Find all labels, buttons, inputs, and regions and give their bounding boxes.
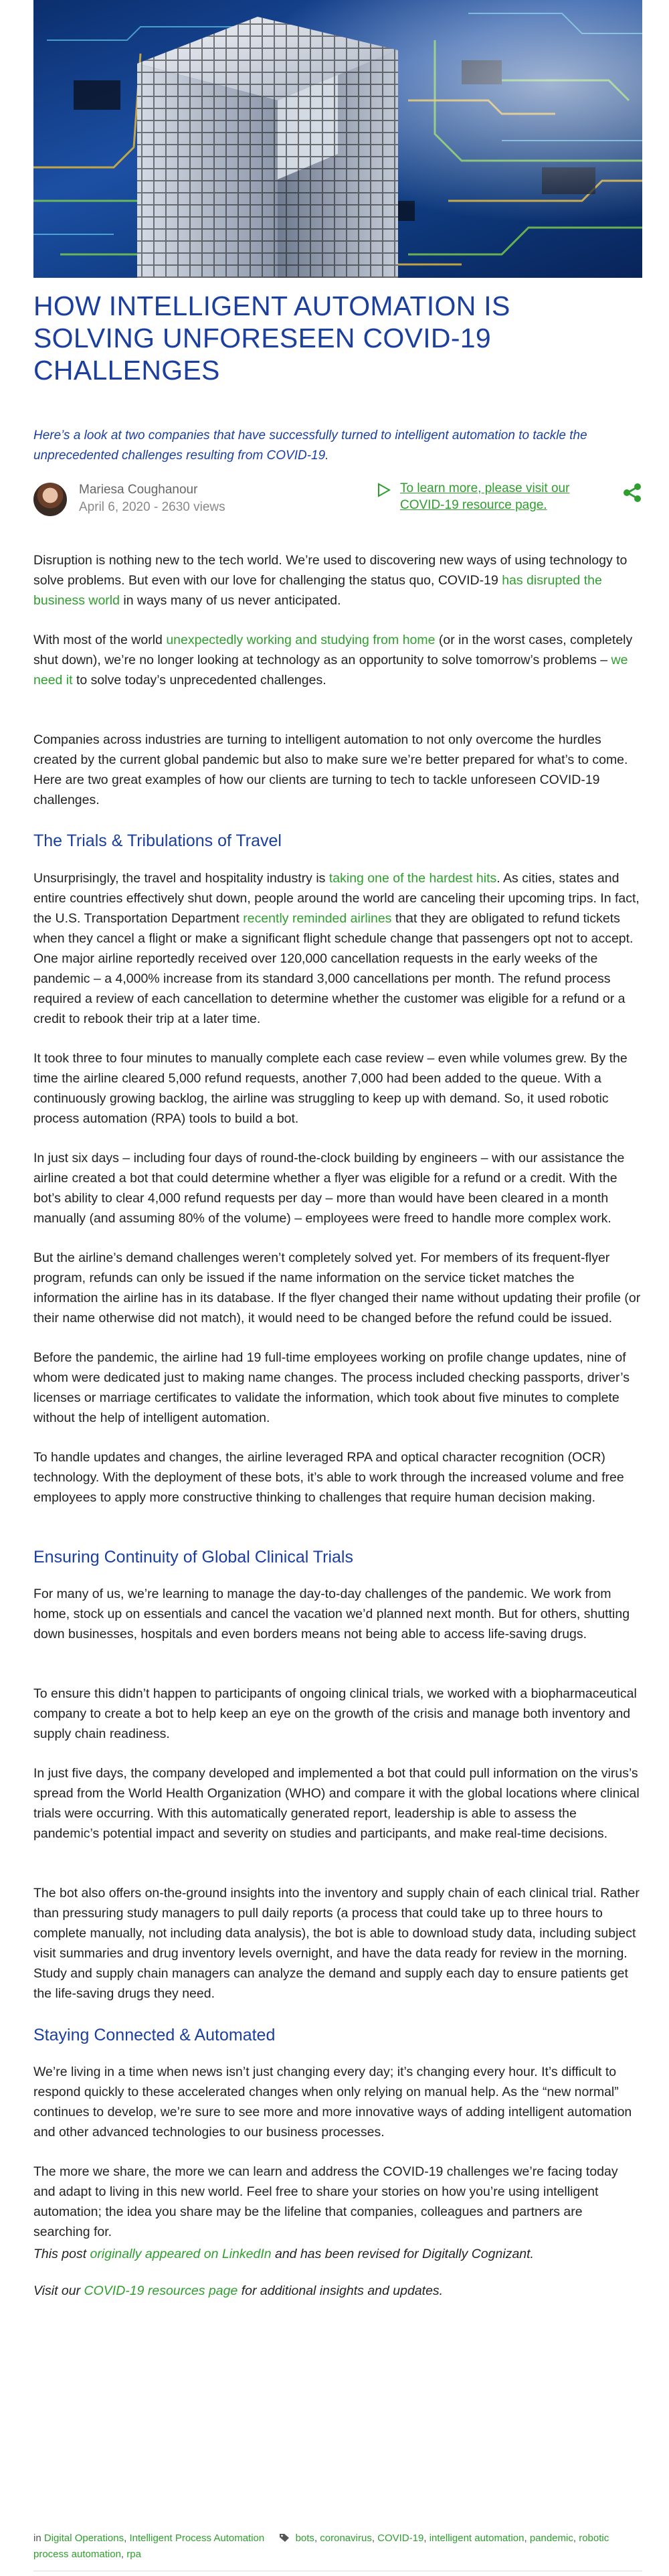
tag-link[interactable]: COVID-19 — [377, 2532, 424, 2544]
tag-link[interactable]: pandemic — [529, 2532, 573, 2544]
in-label: in — [33, 2532, 41, 2544]
intro-paragraph-1 — [33, 550, 642, 611]
travel-paragraph-1 — [33, 868, 642, 1029]
tag-link[interactable]: coronavirus — [320, 2532, 372, 2544]
inline-link[interactable]: originally appeared on LinkedIn — [90, 2247, 272, 2261]
text-run: and has been revised for Digitally Cognizant. — [271, 2247, 534, 2261]
clinical-paragraph-1: For many of us, we’re learning to manage the day-to-day challenges of the pandemic. We work from home, stock up on essentials and cancel the vacation we’d planned next month. But for others, shutting down businesses, hospitals and even borders means not being able to access life-saving drugs. — [33, 1587, 630, 1641]
inline-link[interactable]: unexpectedly working and studying from home — [166, 633, 436, 647]
learn-more-link[interactable]: To learn more, please visit our COVID-19 resource page. — [400, 481, 570, 512]
hero-image — [33, 0, 642, 278]
tag-link[interactable]: robotic process automation — [33, 2532, 609, 2560]
inline-link[interactable]: we need it — [33, 653, 628, 688]
travel-paragraph-4: But the airline’s demand challenges weren’t completely solved yet. For members of its frequent-flyer program, refunds can only be issued if the name information on the service ticket matches the information the airline has in its database. If the flyer changed their name without updating their profile (or their name otherwise did not match), it would need to be changed before the refund could be issued. — [33, 1251, 641, 1325]
clinical-paragraph-3: In just five days, the company developed and implemented a bot that could pull information on the virus’s spread from the World Health Organization (WHO) and compare it with the global locations where clinical trials were occurring. With this automatically generated report, leadership is able to assess the pandemic’s potential impact and severity on studies and participants, and make real-time decisions. — [33, 1766, 640, 1841]
text-run: (or in the worst cases, completely shut down), we’re no longer looking at technology as an opportunity to solve tomorrow’s problems – — [33, 633, 633, 667]
travel-paragraph-3: In just six days – including four days of round-the-clock building by engineers – with our assistance the airline created a bot that could determine whether a flyer was eligible for a refund or a credit. With the bot’s ability to clear 4,000 refund requests per day – more than would have been cleared in a month manually (and assuming 80% of the volume) – employees were freed to handle more complex work. — [33, 1151, 625, 1226]
connected-paragraph-1: We’re living in a time when news isn’t just changing every day; it’s changing every hour. It’s difficult to respond quickly to these accelerated changes when only relying on manual help. As the “new normal” continues to develop, we’re sure to see more and more innovative ways of adding intelligent automation and other advanced technologies to our business processes. — [33, 2065, 632, 2140]
text-run: to solve today’s unprecedented challenges. — [72, 673, 326, 688]
article-meta: April 6, 2020 - 2630 views — [79, 500, 225, 514]
section-heading-connected: Staying Connected & Automated — [33, 2026, 276, 2044]
play-triangle-icon — [377, 483, 391, 497]
resources-note — [33, 2281, 642, 2301]
travel-paragraph-2: It took three to four minutes to manually complete each case review – even while volumes grew. By the time the airline cleared 5,000 refund requests, another 7,000 had been added to the queue. With a continuously growing backlog, the airline was struggling to keep up with demand. So, it used robotic process automation (RPA) tools to build a bot. — [33, 1051, 628, 1126]
inline-link[interactable]: has disrupted the business world — [33, 573, 602, 608]
inline-link[interactable]: recently reminded airlines — [243, 911, 392, 926]
text-run: . As cities, states and entire countries effectively shut down, people around the world are canceling their upcoming trips. In fact, the U.S. Transportation Department — [33, 871, 640, 926]
tag-link[interactable]: rpa — [126, 2549, 141, 2560]
author-name[interactable]: Mariesa Coughanour — [79, 483, 198, 497]
text-run: With most of the world — [33, 633, 167, 647]
text-run: Disruption is nothing new to the tech world. We’re used to discovering new ways of using technology to solve problems. But even with our love for challenging the status quo, COVID-19 — [33, 553, 628, 588]
text-run: in ways many of us never anticipated. — [119, 593, 341, 608]
article-subtitle: Here’s a look at two companies that have successfully turned to intelligent automation to tackle the unprecedented challenges resulting from COVID-19. — [33, 428, 587, 463]
section-heading-clinical: Ensuring Continuity of Global Clinical Trials — [33, 1548, 353, 1566]
post-taxonomy: in Digital Operations, Intelligent Process Automation bots, coronavirus, COVID-19, intelligent automation, pandemic, robotic process automation, rpa — [33, 2532, 609, 2560]
inline-link[interactable]: COVID-19 resources page — [84, 2283, 238, 2298]
travel-paragraph-6: To handle updates and changes, the airline leveraged RPA and optical character recognition (OCR) technology. With the deployment of these bots, it’s able to work through the increased volume and free employees to apply more constructive thinking to challenges that require human decision making. — [33, 1450, 624, 1505]
category-link[interactable]: Digital Operations — [43, 2532, 124, 2544]
tag-link[interactable]: intelligent automation — [429, 2532, 524, 2544]
text-run: Visit our — [33, 2283, 84, 2298]
author-block — [33, 480, 642, 520]
intro-paragraph-3: Companies across industries are turning to intelligent automation to not only overcome the hurdles created by the current global pandemic but also to make sure we’re better prepared for what’s to come. Here are two great examples of how our clients are turning to tech to tackle unforeseen COVID-19 challenges. — [33, 732, 628, 807]
linkedin-note — [33, 2244, 642, 2264]
intro-paragraph-2 — [33, 630, 642, 690]
section-heading-travel: The Trials & Tribulations of Travel — [33, 831, 282, 850]
text-run: This post — [33, 2247, 90, 2261]
avatar[interactable] — [33, 483, 67, 516]
inline-link[interactable]: taking one of the hardest hits — [328, 871, 497, 886]
text-run: Unsurprisingly, the travel and hospitality industry is — [33, 871, 329, 886]
tag-icon — [279, 2533, 290, 2543]
tag-link[interactable]: bots — [295, 2532, 314, 2544]
clinical-paragraph-4: The bot also offers on-the-ground insights into the inventory and supply chain of each clinical trial. Rather than pressuring study managers to pull daily reports (a process that could take up to three hours to complete manually, not including data analysis), the bot is able to download study data, including subject visit summaries and drug inventory levels overnight, and have the data ready for review in the morning. Study and supply chain managers can analyze the demand and supply each day to ensure patients get the life-saving drugs they need. — [33, 1886, 640, 2001]
share-icon[interactable] — [622, 483, 642, 503]
text-run: that they are obligated to refund tickets when they cancel a flight or make a significant flight schedule change that passengers opt not to accept. One major airline reportedly received over 120,000 cancellation requests in the early weeks of the pandemic – a 4,000% increase from its standard 3,000 cancellations per month. The refund process required a review of each cancellation to determine whether the customer was eligible for a refund or a credit to rebook their trip at a later time. — [33, 911, 634, 1026]
category-link[interactable]: Intelligent Process Automation — [129, 2532, 265, 2544]
travel-paragraph-5: Before the pandemic, the airline had 19 full-time employees working on profile change updates, nine of whom were dedicated just to making name changes. The process included checking passports, driver’s licenses or marriage certificates to validate the information, which took about five minutes to complete without the help of intelligent automation. — [33, 1350, 630, 1425]
article-title: HOW INTELLIGENT AUTOMATION IS SOLVING UNFORESEEN COVID-19 CHALLENGES — [33, 291, 510, 386]
connected-paragraph-2: The more we share, the more we can learn and address the COVID-19 challenges we’re facing today and adapt to living in this new world. Feel free to share your stories on how you’re using intelligent automation; the idea you share may be the lifeline that companies, colleagues and partners are searching for. — [33, 2164, 618, 2239]
text-run: for additional insights and updates. — [237, 2283, 444, 2298]
clinical-paragraph-2: To ensure this didn’t happen to participants of ongoing clinical trials, we worked with a biopharmaceutical company to create a bot to help keep an eye on the growth of the crisis and manage both inventory and supply chain readiness. — [33, 1686, 637, 1741]
